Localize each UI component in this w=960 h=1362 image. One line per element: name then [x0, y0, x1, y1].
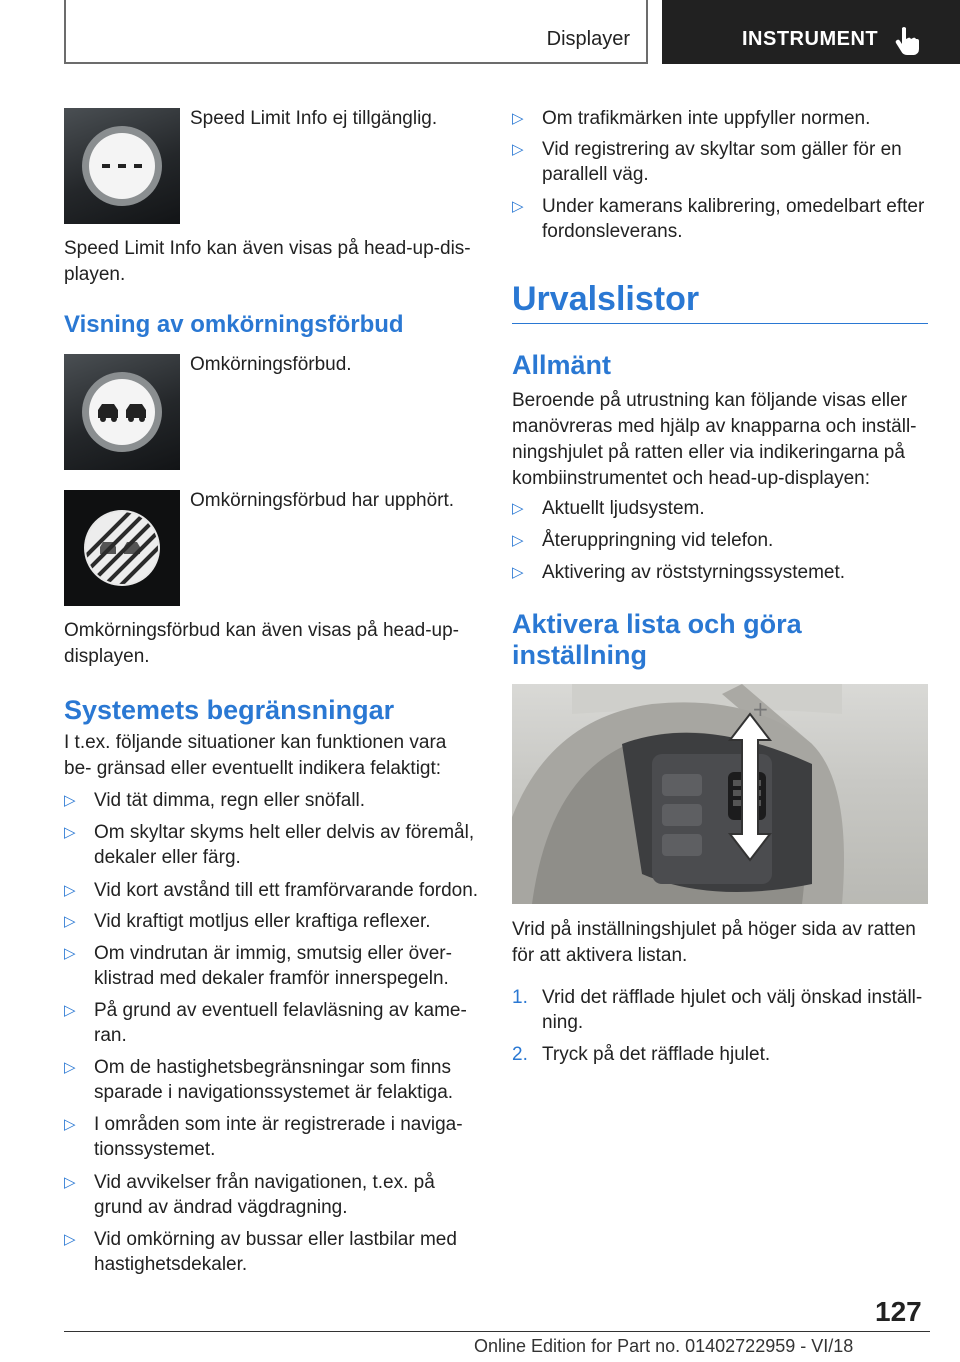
heading-selection-lists: Urvalslistor — [512, 280, 700, 318]
triangle-bullet-icon: ▷ — [64, 882, 76, 899]
caption-speed-limit-na: Speed Limit Info ej tillgänglig. — [190, 108, 438, 129]
para-system-limits: I t.ex. följande situationer kan funktionen vara be- gränsad eller eventuellt indikera felaktigt: — [64, 732, 447, 779]
triangle-bullet-icon: ▷ — [512, 198, 524, 215]
page-number: 127 — [875, 1296, 922, 1327]
heading-activate-line2: inställning — [512, 640, 647, 670]
triangle-bullet-icon: ▷ — [512, 532, 524, 549]
triangle-bullet-icon: ▷ — [64, 1002, 76, 1019]
photo-caption: Vrid på inställningshjulet på höger sida av ratten för att aktivera listan. — [512, 919, 916, 966]
triangle-bullet-icon: ▷ — [64, 792, 76, 809]
chapter-tab-label: INSTRUMENT — [742, 28, 879, 50]
para-general: Beroende på utrustning kan följande visas eller manövreras med hjälp av knapparna och inställ- ningshjulet på ratten eller via indikeringarna på kombiinstrumentet och head-up-displayen: — [512, 390, 917, 489]
triangle-bullet-icon: ▷ — [64, 945, 76, 962]
step-number: 2. — [512, 1044, 528, 1065]
triangle-bullet-icon: ▷ — [512, 500, 524, 517]
triangle-bullet-icon: ▷ — [64, 1116, 76, 1133]
steering-wheel-photo — [512, 684, 928, 904]
triangle-bullet-icon: ▷ — [512, 110, 524, 127]
speed-limit-unavailable-sign — [64, 108, 180, 224]
svg-text:+: + — [752, 697, 769, 721]
no-overtaking-sign — [64, 354, 180, 470]
triangle-bullet-icon: ▷ — [512, 564, 524, 581]
heading-activate-line1: Aktivera lista och göra — [512, 609, 802, 639]
chapter-tab[interactable] — [662, 0, 960, 64]
heading-system-limits: Systemets begränsningar — [64, 695, 395, 725]
hand-pointer-icon — [894, 26, 920, 61]
step-text: Tryck på det räfflade hjulet. — [542, 1044, 771, 1065]
triangle-bullet-icon: ▷ — [64, 1174, 76, 1191]
para-overtaking-hud: Omkörningsförbud kan även visas på head-up- displayen. — [64, 620, 460, 667]
step-number: 1. — [512, 987, 528, 1008]
heading-general: Allmänt — [512, 350, 612, 380]
caption-end-no-overtaking: Omkörningsförbud har upphört. — [190, 490, 455, 511]
triangle-bullet-icon: ▷ — [64, 1231, 76, 1248]
triangle-bullet-icon: ▷ — [64, 824, 76, 841]
end-no-overtaking-sign — [64, 490, 180, 606]
triangle-bullet-icon: ▷ — [64, 913, 76, 930]
footer-edition: Online Edition for Part no. 01402722959 - VI/18 — [474, 1336, 854, 1356]
footer-rule — [64, 1331, 930, 1332]
step-text: Vrid det räfflade hjulet och välj önskad inställ- ning. — [542, 987, 923, 1033]
triangle-bullet-icon: ▷ — [512, 141, 524, 158]
heading-overtaking: Visning av omkörningsförbud — [64, 311, 404, 338]
section-title: Displayer — [546, 28, 630, 50]
para-speed-limit-hud: Speed Limit Info kan även visas på head-up-dis- playen. — [64, 238, 471, 285]
caption-no-overtaking: Omkörningsförbud. — [190, 354, 352, 375]
heading-rule — [512, 323, 928, 324]
triangle-bullet-icon: ▷ — [64, 1059, 76, 1076]
